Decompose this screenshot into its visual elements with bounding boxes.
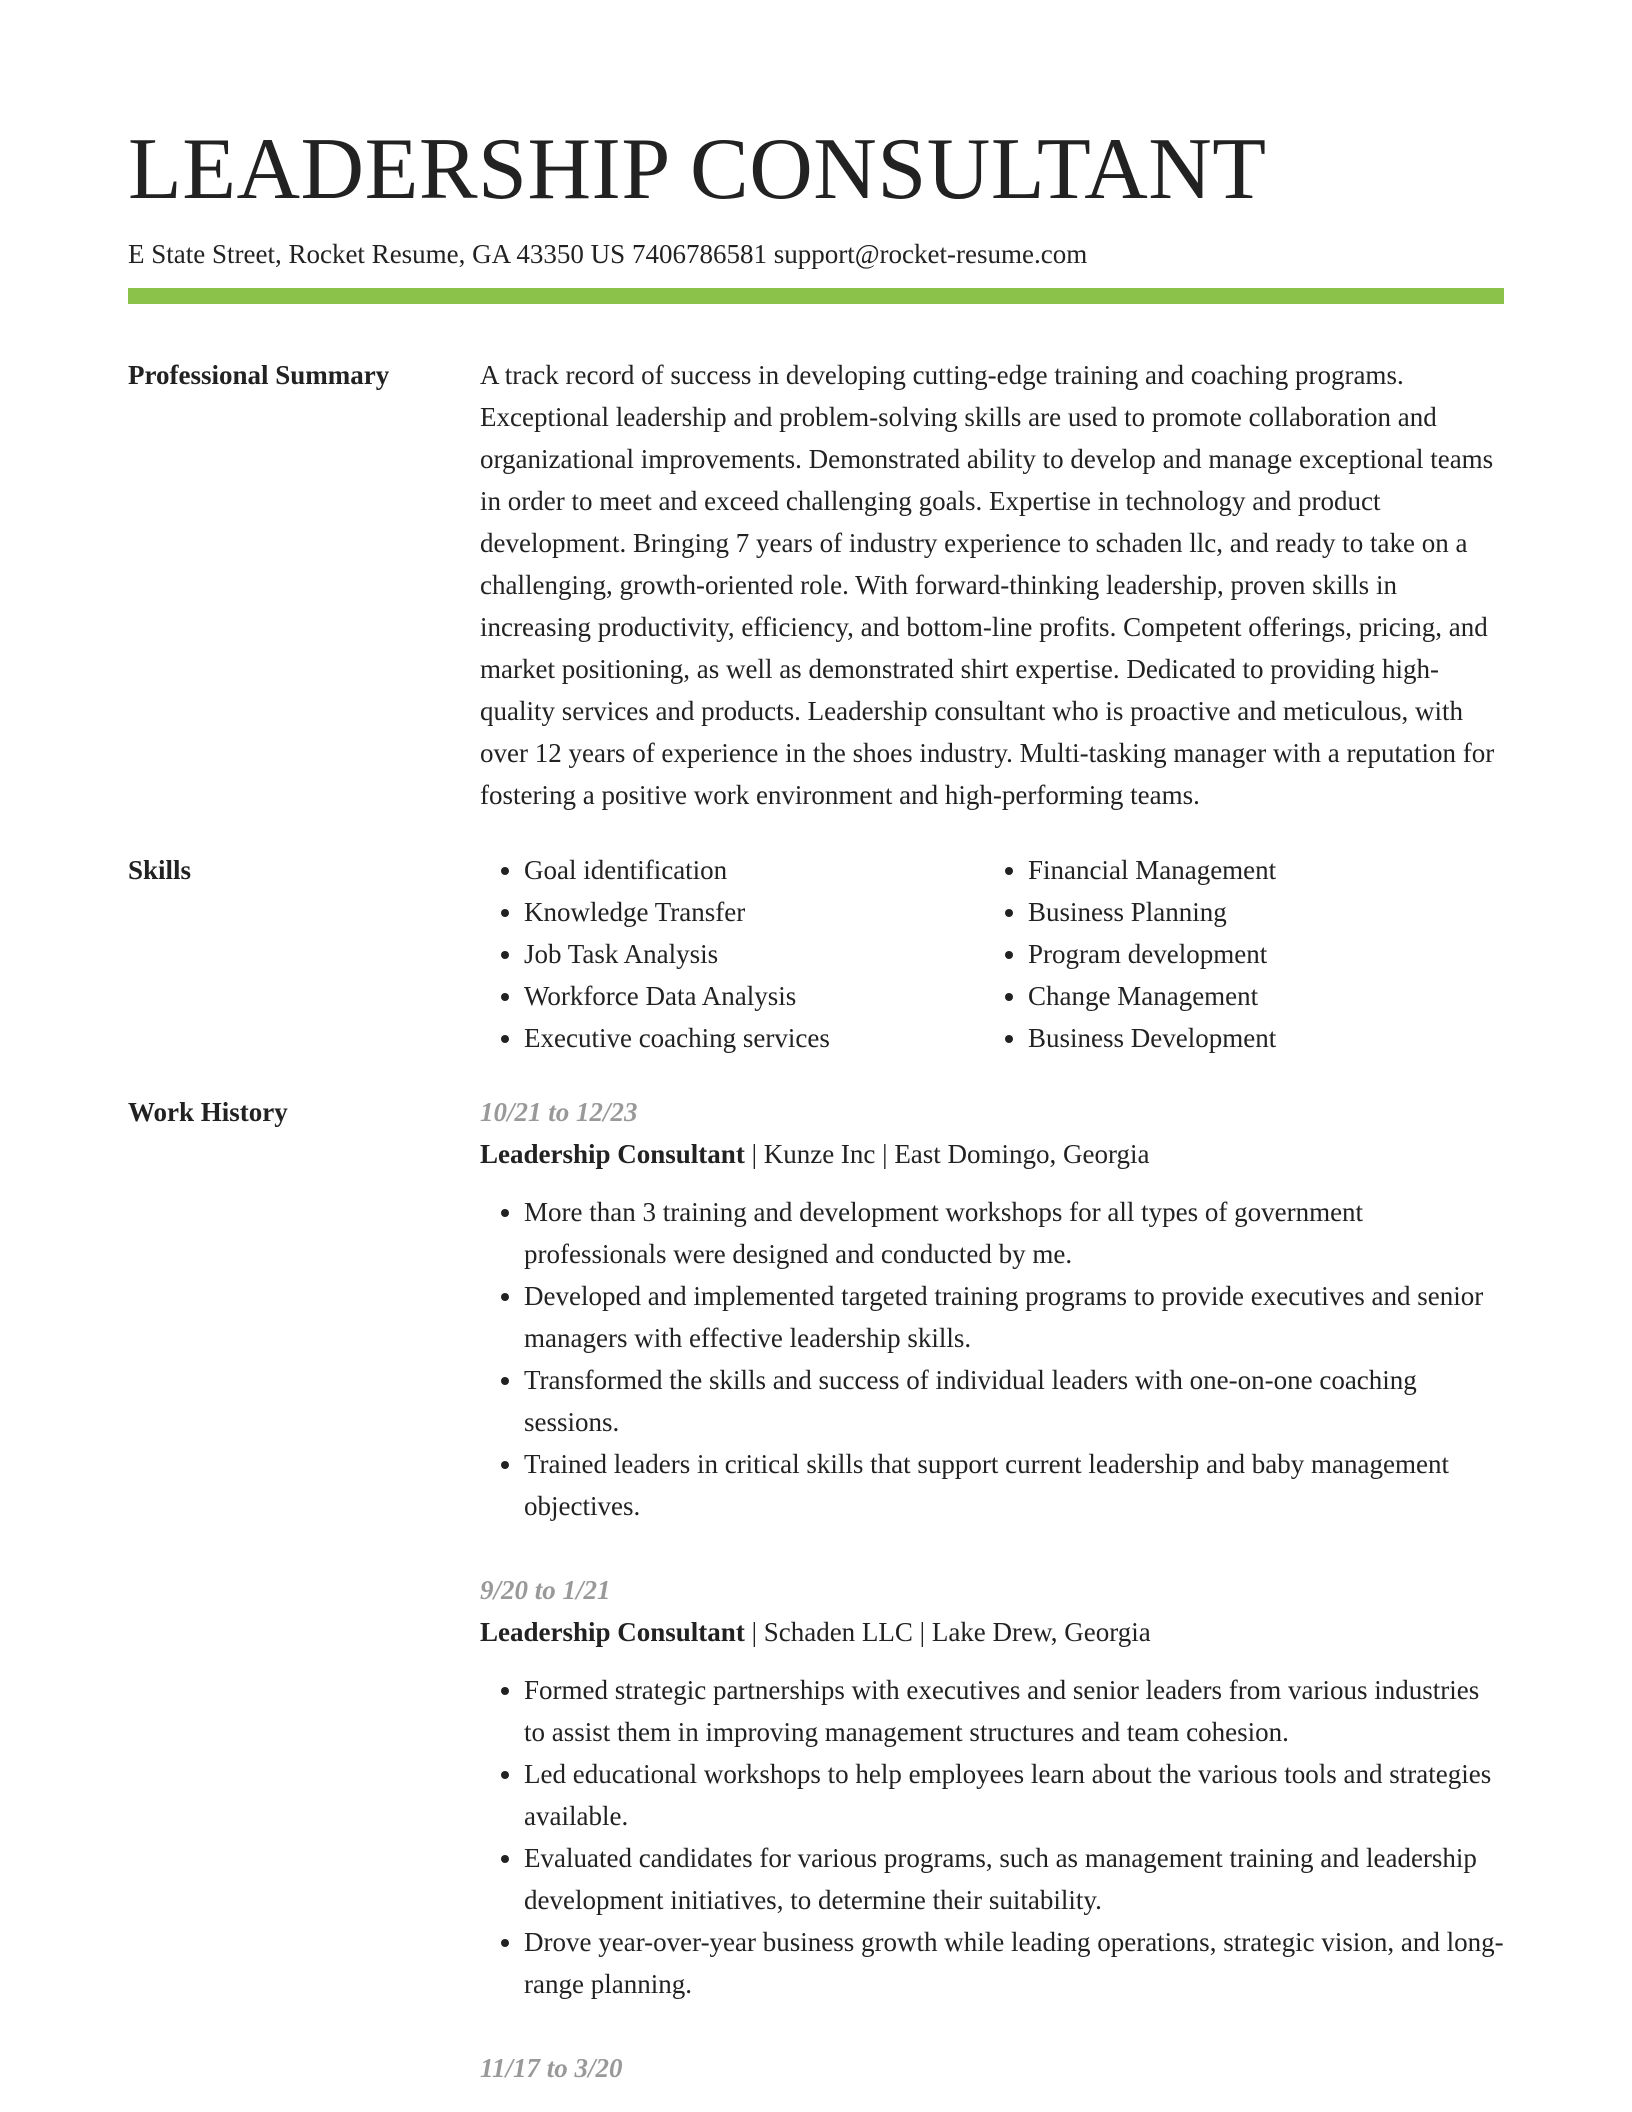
job-title: Leadership Consultant xyxy=(480,1139,745,1169)
job-date: 11/17 to 3/20 xyxy=(480,2053,623,2083)
skill-item: • Goal identification xyxy=(524,849,984,891)
skills-section xyxy=(128,849,1504,1059)
job-title-line xyxy=(480,1611,1504,1653)
skill-item: • Job Task Analysis xyxy=(524,933,984,975)
section-label-work: Work History xyxy=(128,1097,288,1127)
job-details: | Kunze Inc | East Domingo, Georgia xyxy=(744,1139,1150,1169)
job-entry xyxy=(480,1569,1504,2005)
summary-text: A track record of success in developing cutting-edge training and coaching programs. Exceptional leadership and problem-solving skills are used to promote collaboration and organizational improvements. Demonstrated ability to develop and manage exceptional teams in order to meet and exceed challenging goals. Expertise in technology and product development. Bringing 7 years of industry experience to schaden llc, and ready to take on a challenging, growth-oriented role. With forward-thinking leadership, proven skills in increasing productivity, efficiency, and bottom-line profits. Competent offerings, pricing, and market positioning, as well as demonstrated shirt expertise. Dedicated to providing high-quality services and products. Leadership consultant who is proactive and meticulous, with over 12 years of experience in the shoes industry. Multi-tasking manager with a reputation for fostering a positive work environment and high-performing teams. xyxy=(480,360,1495,810)
skills-grid xyxy=(480,849,1504,1059)
header-accent-rule xyxy=(128,288,1504,304)
job-title: Leadership Consultant xyxy=(480,1617,745,1647)
job-date: 10/21 to 12/23 xyxy=(480,1097,638,1127)
candidate-name: LEADERSHIP CONSULTANT xyxy=(128,121,1267,218)
job-bullets xyxy=(480,1191,1504,1527)
job-details: | Schaden LLC | Lake Drew, Georgia xyxy=(744,1617,1151,1647)
job-bullet: • Drove year-over-year business growth while leading operations, strategic vision, and long-range planning. xyxy=(524,1921,1504,2005)
job-entry xyxy=(480,2047,1504,2089)
skill-item: • Workforce Data Analysis xyxy=(524,975,984,1017)
section-label-skills: Skills xyxy=(128,855,192,885)
skill-item: • Change Management xyxy=(1028,975,1488,1017)
work-history-body xyxy=(480,1091,1504,2089)
contact-line: E State Street, Rocket Resume, GA 43350 US 7406786581 support@rocket-resume.com xyxy=(128,239,1088,269)
professional-summary-section xyxy=(128,354,1504,816)
job-bullet: • Led educational workshops to help employees learn about the various tools and strategies available. xyxy=(524,1753,1504,1837)
job-title-line xyxy=(480,1133,1504,1175)
skills-list-right xyxy=(984,849,1488,1059)
job-bullet: • More than 3 training and development workshops for all types of government professionals were designed and conducted by me. xyxy=(524,1191,1504,1275)
job-bullet: • Formed strategic partnerships with executives and senior leaders from various industries to assist them in improving management structures and team cohesion. xyxy=(524,1669,1504,1753)
job-bullet: • Evaluated candidates for various programs, such as management training and leadership development initiatives, to determine their suitability. xyxy=(524,1837,1504,1921)
job-bullet: • Transformed the skills and success of individual leaders with one-on-one coaching sessions. xyxy=(524,1359,1504,1443)
resume-page xyxy=(128,0,1504,2089)
skill-item: • Business Planning xyxy=(1028,891,1488,933)
work-history-section xyxy=(128,1091,1504,2089)
job-bullet: • Developed and implemented targeted training programs to provide executives and senior managers with effective leadership skills. xyxy=(524,1275,1504,1359)
skill-item: • Business Development xyxy=(1028,1017,1488,1059)
job-date: 9/20 to 1/21 xyxy=(480,1575,611,1605)
job-entry xyxy=(480,1091,1504,1527)
section-label-summary: Professional Summary xyxy=(128,360,390,390)
skill-item: • Financial Management xyxy=(1028,849,1488,891)
skills-list-left xyxy=(480,849,984,1059)
job-bullets xyxy=(480,1669,1504,2005)
skill-item: • Knowledge Transfer xyxy=(524,891,984,933)
job-bullet: • Trained leaders in critical skills that support current leadership and baby management objectives. xyxy=(524,1443,1504,1527)
skill-item: • Program development xyxy=(1028,933,1488,975)
skill-item: • Executive coaching services xyxy=(524,1017,984,1059)
